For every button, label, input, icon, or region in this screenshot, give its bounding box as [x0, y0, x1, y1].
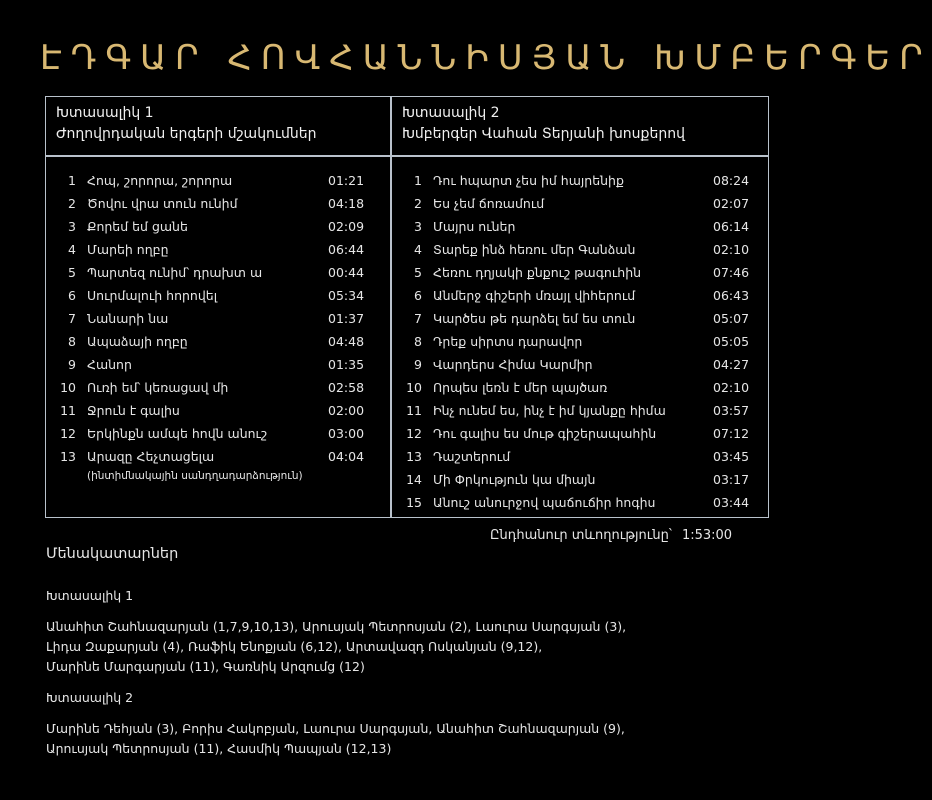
track-row	[400, 265, 762, 288]
soloists-disc1-list	[46, 617, 766, 677]
track-duration: 04:27	[713, 357, 750, 372]
track-number: 7	[414, 311, 422, 326]
track-name: Ջրուն է գալիս	[87, 403, 180, 418]
soloists-line: Անահիտ Շահնազարյան (1,7,9,10,13), Արուսյակ Պետրոսյան (2), Լաուրա Սարգսյան (3),	[46, 619, 627, 634]
soloists-line: Մարինե Դեհյան (3), Բորիս Հակոբյան, Լաուրա Սարգսյան, Անահիտ Շահնազարյան (9),	[46, 721, 625, 736]
track-name: Ծովու վրա տուն ունիմ	[87, 196, 238, 211]
track-number: 6	[68, 288, 76, 303]
track-duration: 02:10	[713, 242, 750, 257]
track-name: Քորեմ եմ ցանե	[87, 219, 188, 234]
track-row	[400, 196, 762, 219]
soloists-line: Արուսյակ Պետրոսյան (11), Հասմիկ Պապյան (12,13)	[46, 741, 392, 756]
track-duration: 06:43	[713, 288, 750, 303]
soloists-line: Լիդա Զաքարյան (4), Ռաֆիկ Ենոքյան (6,12), Արտավազդ Ոսկանյան (9,12),	[46, 639, 543, 654]
track-number: 4	[414, 242, 422, 257]
track-duration: 02:00	[328, 403, 365, 418]
track-name: Նանարի նա	[87, 311, 169, 326]
track-number: 8	[68, 334, 76, 349]
soloists-disc2-list	[46, 719, 766, 759]
track-name: Ես չեմ ճոռամում	[433, 196, 545, 211]
track-row	[54, 288, 384, 311]
track-number: 9	[414, 357, 422, 372]
track-name: Տարեք ինձ հեռու մեր Գանձան	[433, 242, 636, 257]
track-number: 3	[68, 219, 76, 234]
track-name: Դաշտերում	[433, 449, 511, 464]
track-row	[400, 173, 762, 196]
track-row	[400, 334, 762, 357]
track-name: Դու գալիս ես մութ գիշերապահին	[433, 426, 657, 441]
track-name: Հանոր	[87, 357, 132, 372]
track-number: 12	[406, 426, 422, 441]
track-row	[54, 357, 384, 380]
track-row	[400, 380, 762, 403]
track-duration: 04:48	[328, 334, 365, 349]
soloists-line: Մարինե Մարգարյան (11), Գառնիկ Արզումց (12)	[46, 659, 365, 674]
track-name: Սուրմալուի հորովել	[87, 288, 218, 303]
track-row	[54, 311, 384, 334]
track-duration: 02:09	[328, 219, 365, 234]
track-name: Մայրս ուներ	[433, 219, 516, 234]
track-duration: 06:14	[713, 219, 750, 234]
track-number: 10	[60, 380, 76, 395]
track-row	[54, 380, 384, 403]
track-number: 10	[406, 380, 422, 395]
track-duration: 05:07	[713, 311, 750, 326]
track-duration: 01:21	[328, 173, 365, 188]
track-row	[400, 311, 762, 334]
track-name: Կարծես թե դարձել եմ ես տուն	[433, 311, 636, 326]
track-duration: 05:34	[328, 288, 365, 303]
track-name: Ուռի եմ՝ կեռացավ մի	[87, 380, 229, 395]
track-row	[54, 403, 384, 426]
track-name: Դու հպարտ չես իմ հայրենիք	[433, 173, 624, 188]
track-number: 8	[414, 334, 422, 349]
track-row	[400, 219, 762, 242]
track-duration: 01:37	[328, 311, 365, 326]
track-row	[400, 426, 762, 449]
track-number: 1	[414, 173, 422, 188]
tracklist-box	[45, 96, 769, 518]
track-duration: 03:57	[713, 403, 750, 418]
track-number: 11	[406, 403, 422, 418]
track-number: 5	[68, 265, 76, 280]
track-duration: 01:35	[328, 357, 365, 372]
track-row	[400, 495, 762, 518]
track-duration: 02:58	[328, 380, 365, 395]
track-duration: 04:18	[328, 196, 365, 211]
track-number: 5	[414, 265, 422, 280]
track-duration: 07:46	[713, 265, 750, 280]
track-name: Ապաձայի ողբը	[87, 334, 188, 349]
disc1-track-list	[54, 173, 384, 482]
track-name: Հոպ, շորորա, շորորա	[87, 173, 233, 188]
soloists-disc2-label: Խտասալիկ 2	[46, 690, 134, 705]
soloists-title: Մենակատարներ	[46, 546, 179, 562]
soloists-disc1-label: Խտասալիկ 1	[46, 588, 134, 603]
disc1-header	[56, 103, 317, 145]
disc1-label: Խտասալիկ 1	[56, 105, 154, 121]
track-row	[400, 242, 762, 265]
track-name: Անուշ անուրջով պաճուճիր հոգիս	[433, 495, 656, 510]
track-number: 2	[414, 196, 422, 211]
track-row	[54, 426, 384, 449]
track-row	[400, 357, 762, 380]
track-number: 9	[68, 357, 76, 372]
column-divider	[390, 97, 392, 517]
track-number: 4	[68, 242, 76, 257]
track-duration: 03:45	[713, 449, 750, 464]
track-row	[400, 403, 762, 426]
total-duration	[490, 528, 732, 543]
track-duration: 05:05	[713, 334, 750, 349]
track-number: 6	[414, 288, 422, 303]
total-duration-label: Ընդհանուր տևողությունը՝	[490, 528, 672, 543]
track-duration: 03:44	[713, 495, 750, 510]
track-number: 11	[60, 403, 76, 418]
track-name: Դրեք սիրտս դարավոր	[433, 334, 583, 349]
track-row	[54, 449, 384, 472]
disc2-label: Խտասալիկ 2	[402, 105, 500, 121]
track-name: Անմերջ գիշերի մռայլ վիհերում	[433, 288, 636, 303]
track-row	[54, 219, 384, 242]
disc2-subtitle: Խմբերգեր Վահան Տերյանի խոսքերով	[402, 126, 685, 142]
track-number: 14	[406, 472, 422, 487]
track-name: Արազը Հեչտացելա	[87, 449, 215, 464]
track-number: 13	[60, 449, 76, 464]
track-row	[400, 288, 762, 311]
disc2-track-list	[400, 173, 762, 518]
track-duration: 02:07	[713, 196, 750, 211]
disc1-subtitle: Ժողովրդական երգերի մշակումներ	[56, 126, 317, 142]
track-number: 3	[414, 219, 422, 234]
track-row	[54, 173, 384, 196]
track-number: 12	[60, 426, 76, 441]
track-name: Մի Փրկություն կա միայն	[433, 472, 596, 487]
track-name: Հեռու դղյակի քնքուշ թագուհին	[433, 265, 642, 280]
track-duration: 08:24	[713, 173, 750, 188]
track-duration: 03:17	[713, 472, 750, 487]
track-duration: 04:04	[328, 449, 365, 464]
total-duration-value: 1:53:00	[681, 528, 733, 543]
track-name: Պարտեզ ունիմ՝ դրախտ ա	[87, 265, 263, 280]
track-duration: 03:00	[328, 426, 365, 441]
header-divider	[46, 155, 768, 157]
track-number: 13	[406, 449, 422, 464]
track-name: Որպես լեռն է մեր պայծառ	[433, 380, 608, 395]
track-number: 1	[68, 173, 76, 188]
track-row	[54, 196, 384, 219]
track-note: (ինտիմնակային սանդղադարձություն)	[87, 470, 303, 482]
track-name: Մարեի ողբը	[87, 242, 169, 257]
track-duration: 07:12	[713, 426, 750, 441]
track-row	[400, 472, 762, 495]
track-row	[400, 449, 762, 472]
track-duration: 06:44	[328, 242, 365, 257]
album-title: ԷԴԳԱՐ ՀՈՎՀԱՆՆԻՍՅԱՆ ԽՄԲԵՐԳԵՐ	[40, 38, 932, 78]
track-duration: 00:44	[328, 265, 365, 280]
track-name: Ինչ ունեմ ես, ինչ է իմ կյանքը հիմա	[433, 403, 666, 418]
track-number: 7	[68, 311, 76, 326]
track-row	[54, 242, 384, 265]
track-number: 2	[68, 196, 76, 211]
track-number: 15	[406, 495, 422, 510]
disc2-header	[402, 103, 685, 145]
track-name: Երկինքն ամպե հովն անուշ	[87, 426, 268, 441]
track-row	[54, 265, 384, 288]
track-name: Վարդերս Հիմա Կարմիր	[433, 357, 593, 372]
track-duration: 02:10	[713, 380, 750, 395]
track-row	[54, 334, 384, 357]
